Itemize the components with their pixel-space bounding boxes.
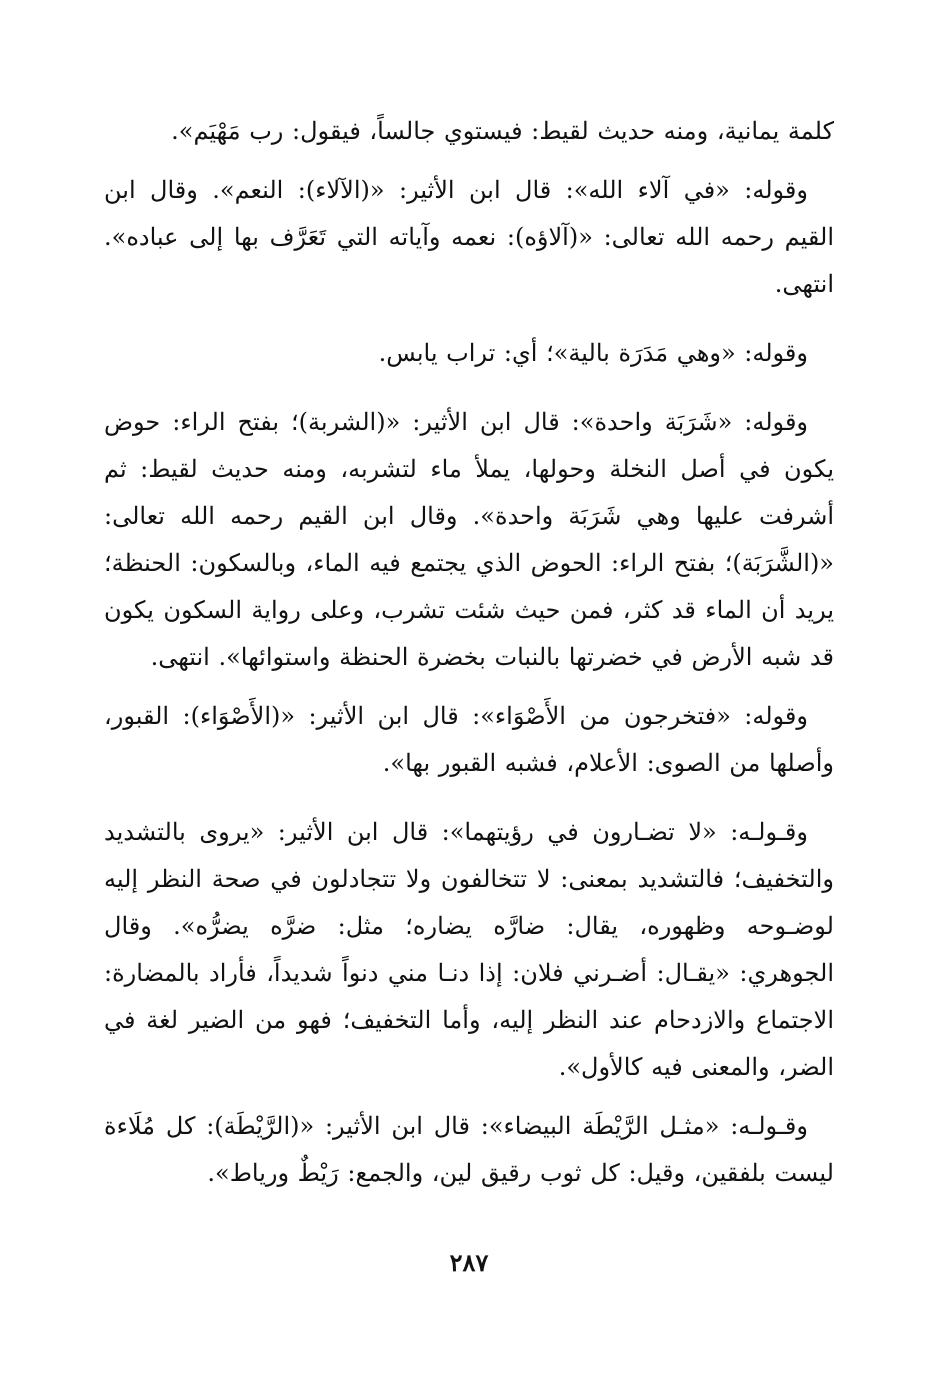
paragraph-rayta: وقـولـه: «مثـل الرَّيْطَة البيضاء»: قال ابن الأثير: «(الرَّيْطَة): كل مُلَاءة ليست بلفقين، وقيل: كل ثوب رقيق لين، والجمع: رَيْطٌ ورياط». bbox=[104, 1112, 834, 1187]
page-number: ٢٨٧ bbox=[449, 1248, 489, 1277]
paragraph-madara: وقوله: «وهي مَدَرَة بالية»؛ أي: تراب يابس. bbox=[378, 339, 808, 367]
paragraph-sharaba: وقوله: «شَرَبَة واحدة»: قال ابن الأثير: «(الشربة)؛ بفتح الراء: حوض يكون في أصل النخلة وحولها، يملأ ماء لتشربه، ومنه حديث لقيط: ثم أشرفت عليها وهي شَرَبَة واحدة». وقال ابن القيم رحمه الله تعالى: «(الشَّرَبَة)؛ بفتح الراء: الحوض الذي يجتمع فيه الماء، وبالسكون: الحنظة؛ يريد أن الماء قد كثر، فمن حيث شئت تشرب، وعلى رواية السكون يكون قد شبه الأرض في خضرتها بالنبات بخضرة الحنظة واستوائها». انتهى. bbox=[104, 408, 834, 671]
paragraph-alaa-allah: وقوله: «في آلاء الله»: قال ابن الأثير: «(الآلاء): النعم». وقال ابن القيم رحمه الله تعالى: «(آلاؤه): نعمه وآياته التي تَعَرَّف بها إلى عباده». انتهى. bbox=[104, 176, 835, 298]
paragraph-la-tudarun: وقـولـه: «لا تضـارون في رؤيتهما»: قال ابن الأثير: «يروى بالتشديد والتخفيف؛ فالتشديد بمعنى: لا تتخالفون ولا تتجادلون في صحة النظر إليه لوضـوحه وظهوره، يقال: ضارَّه يضاره؛ مثل: ضرَّه يضرُّه». وقال الجوهري: «يقـال: أضـرني فلان: إذا دنـا مني دنواً شديداً، فأراد بالمضارة: الاجتماع والازدحام عند النظر إليه، وأما التخفيف؛ فهو من الضير لغة في الضر، والمعنى فيه كالأول». bbox=[104, 818, 834, 1081]
paragraph-aswaa: وقوله: «فتخرجون من الأَصْوَاء»: قال ابن الأثير: «(الأَصْوَاء): القبور، وأصلها من الصوى: الأعلام، فشبه القبور بها». bbox=[104, 702, 834, 777]
page-body bbox=[104, 108, 834, 1308]
paragraph-continuation: كلمة يمانية، ومنه حديث لقيط: فيستوي جالساً، فيقول: رب مَهْيَم». bbox=[171, 117, 834, 145]
